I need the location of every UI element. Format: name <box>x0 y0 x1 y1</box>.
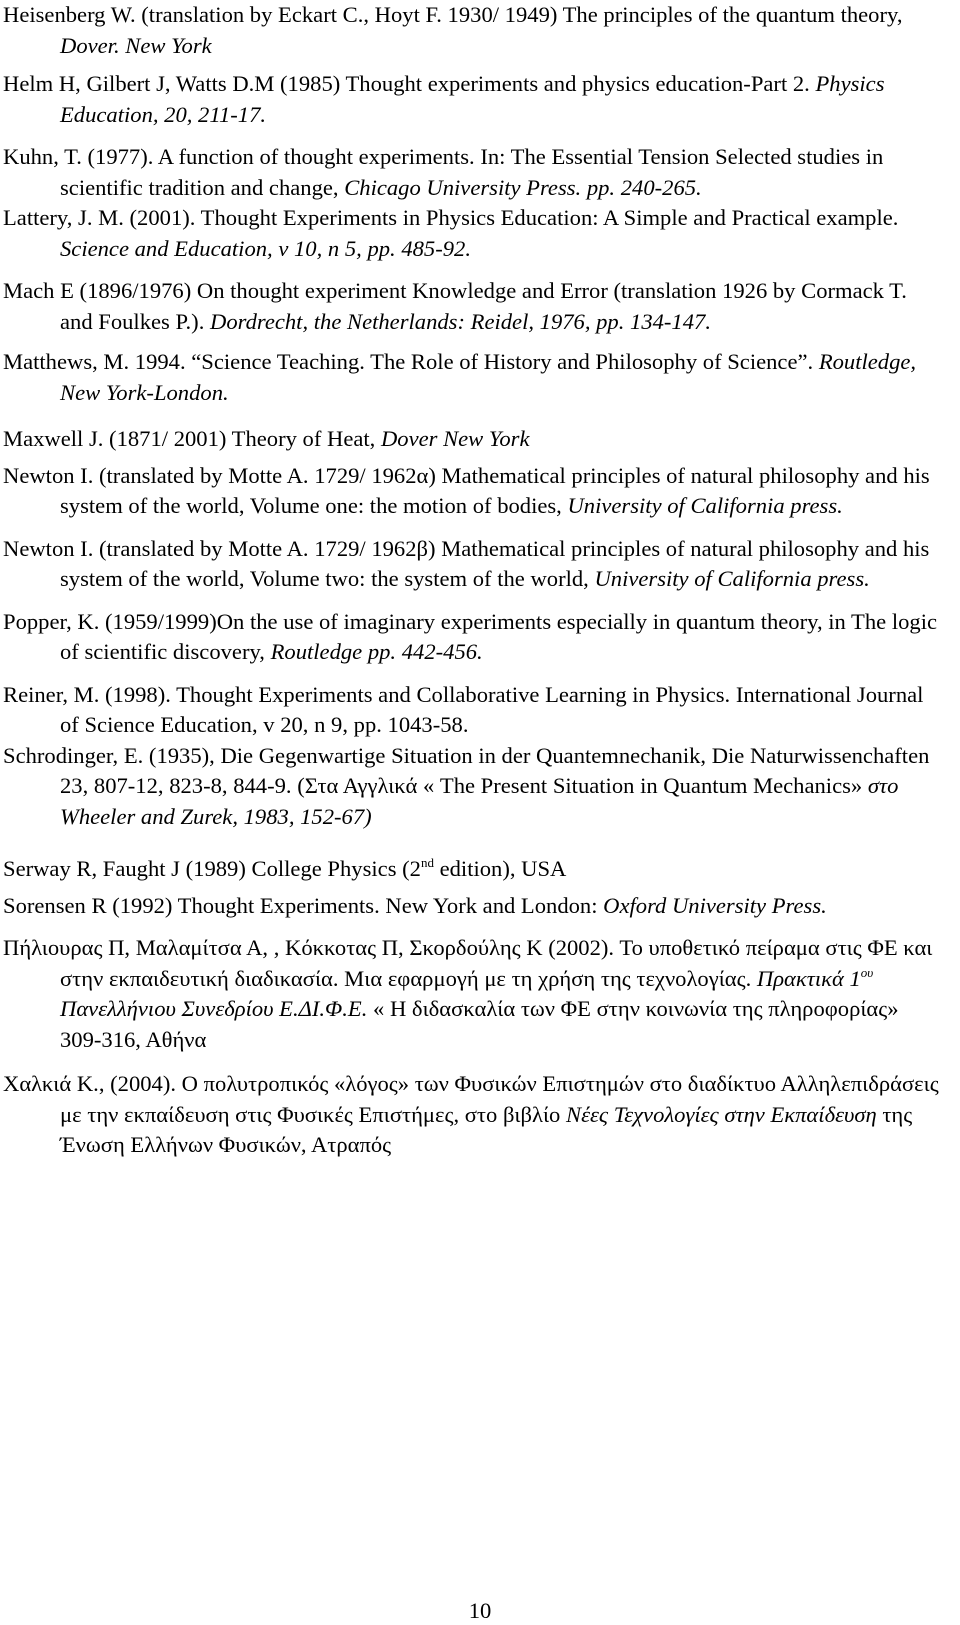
reference-text: Χαλκιά Κ., (2004). Ο πολυτροπικός «λόγος» των Φυσικών Επιστημών στο διαδίκτυο Αλληλεπιδράσεις με την εκπαίδευση στις Φυσικές Επιστήμες, στο βιβλίο <box>3 1071 939 1127</box>
reference-text: « Η διδασκαλία των ΦΕ στην κοινωνία της πληροφορίας» 309-316, Αθήνα <box>60 996 899 1052</box>
reference-entry <box>3 424 943 455</box>
reference-text: Matthews, M. 1994. “Science Teaching. The Role of History and Philosophy of Science”. <box>3 349 819 374</box>
reference-list <box>3 0 943 1161</box>
reference-text: Heisenberg W. (translation by Eckart C., Hoyt F. 1930/ 1949) The principles of the quantum theory, <box>3 2 903 27</box>
reference-text: Serway R, Faught J (1989) College Physics (2 <box>3 856 421 881</box>
reference-entry <box>3 69 943 130</box>
reference-entry <box>3 933 943 1055</box>
reference-italic-text: Νέες Τεχνολογίες στην Εκπαίδευση <box>566 1101 877 1127</box>
reference-italic-text: Πρακτικά 1 <box>756 965 861 991</box>
reference-italic-text: Science and Education, v 10, n 5, pp. 485-92. <box>60 235 471 261</box>
reference-italic-text: Routledge pp. 442-456. <box>270 639 483 664</box>
reference-italic-text: στο Wheeler and Zurek, 1983, 152-67) <box>60 773 899 829</box>
reference-text: Popper, K. (1959/1999)On the use of imaginary experiments especially in quantum theory, in The logic of scientific discovery, <box>3 608 938 664</box>
page-number: 10 <box>468 1598 492 1623</box>
reference-italic-text: Πανελλήνιου Συνεδρίου Ε.ΔΙ.Φ.Ε. <box>60 996 368 1021</box>
reference-text: Newton I. (translated by Motte A. 1729/ 1962β) Mathematical principles of natural philosophy and his system of the world, Volume two: the system of the world, <box>3 535 930 591</box>
reference-italic-text: University of California press. <box>594 566 870 591</box>
reference-entry <box>3 461 943 522</box>
reference-italic-text: Routledge, New York-London. <box>60 349 917 405</box>
reference-entry <box>3 741 943 833</box>
reference-text: Kuhn, T. (1977). A function of thought experiments. In: The Essential Tension Selected studies in scientific tradition and change, <box>3 144 884 200</box>
reference-text: Newton I. (translated by Motte A. 1729/ 1962α) Mathematical principles of natural philosophy and his system of the world, Volume one: the motion of bodies, <box>3 462 930 518</box>
reference-entry <box>3 891 943 922</box>
reference-entry <box>3 680 943 741</box>
reference-italic-text: Dover New York <box>380 426 530 451</box>
reference-italic-text: Dover. New York <box>60 32 212 58</box>
superscript-text: nd <box>420 855 434 870</box>
reference-entry <box>3 854 943 885</box>
reference-entry <box>3 534 943 595</box>
reference-entry <box>3 203 943 264</box>
reference-text: Schrodinger, E. (1935), Die Gegenwartige Situation in der Quantemnechanik, Die Naturwissenchaften 23, 807-12, 823-8, 844-9. (Στα Αγγλικά « The Present Situation in Quantum Mechanics» <box>3 742 930 798</box>
reference-italic-text: University of California press. <box>567 493 843 518</box>
reference-text: Maxwell J. (1871/ 2001) Theory of Heat, <box>3 426 381 451</box>
reference-entry <box>3 276 943 337</box>
reference-text: της Ένωση Ελλήνων Φυσικών, Ατραπός <box>60 1101 913 1157</box>
reference-text: Helm H, Gilbert J, Watts D.M (1985) Thought experiments and physics education-Part 2. <box>3 71 816 96</box>
reference-text: Lattery, J. M. (2001). Thought Experiments in Physics Education: A Simple and Practical example. <box>3 205 899 230</box>
reference-text: Sorensen R (1992) Thought Experiments. New York and London: <box>3 892 604 918</box>
reference-text: edition), USA <box>433 856 567 881</box>
reference-italic-text: Dordrecht, the Netherlands: Reidel, 1976, pp. 134-147. <box>210 308 711 334</box>
reference-entry <box>3 1069 943 1161</box>
superscript-text: ου <box>860 964 874 980</box>
reference-italic-text: Chicago University Press. pp. 240-265. <box>344 174 702 200</box>
reference-text: Reiner, M. (1998). Thought Experiments and Collaborative Learning in Physics. International Journal of Science Education, v 20, n 9, pp. 1043-58. <box>3 681 924 737</box>
reference-entry <box>3 347 943 408</box>
reference-italic-text: Physics Education, 20, 211-17. <box>60 71 885 127</box>
reference-entry <box>3 0 943 61</box>
reference-italic-text: Oxford University Press. <box>603 892 827 918</box>
reference-entry <box>3 142 943 203</box>
reference-entry <box>3 607 943 668</box>
reference-text: Mach E (1896/1976) On thought experiment Knowledge and Error (translation 1926 by Cormack T. and Foulkes P.). <box>3 278 907 334</box>
reference-text: Πήλιουρας Π, Μαλαμίτσα Α, , Κόκκοτας Π, Σκορδούλης Κ (2002). Το υποθετικό πείραμα στις ΦΕ και στην εκπαιδευτική διαδικασία. Μια εφαρμογή με τη χρήση της τεχνολογίας. <box>3 935 933 991</box>
